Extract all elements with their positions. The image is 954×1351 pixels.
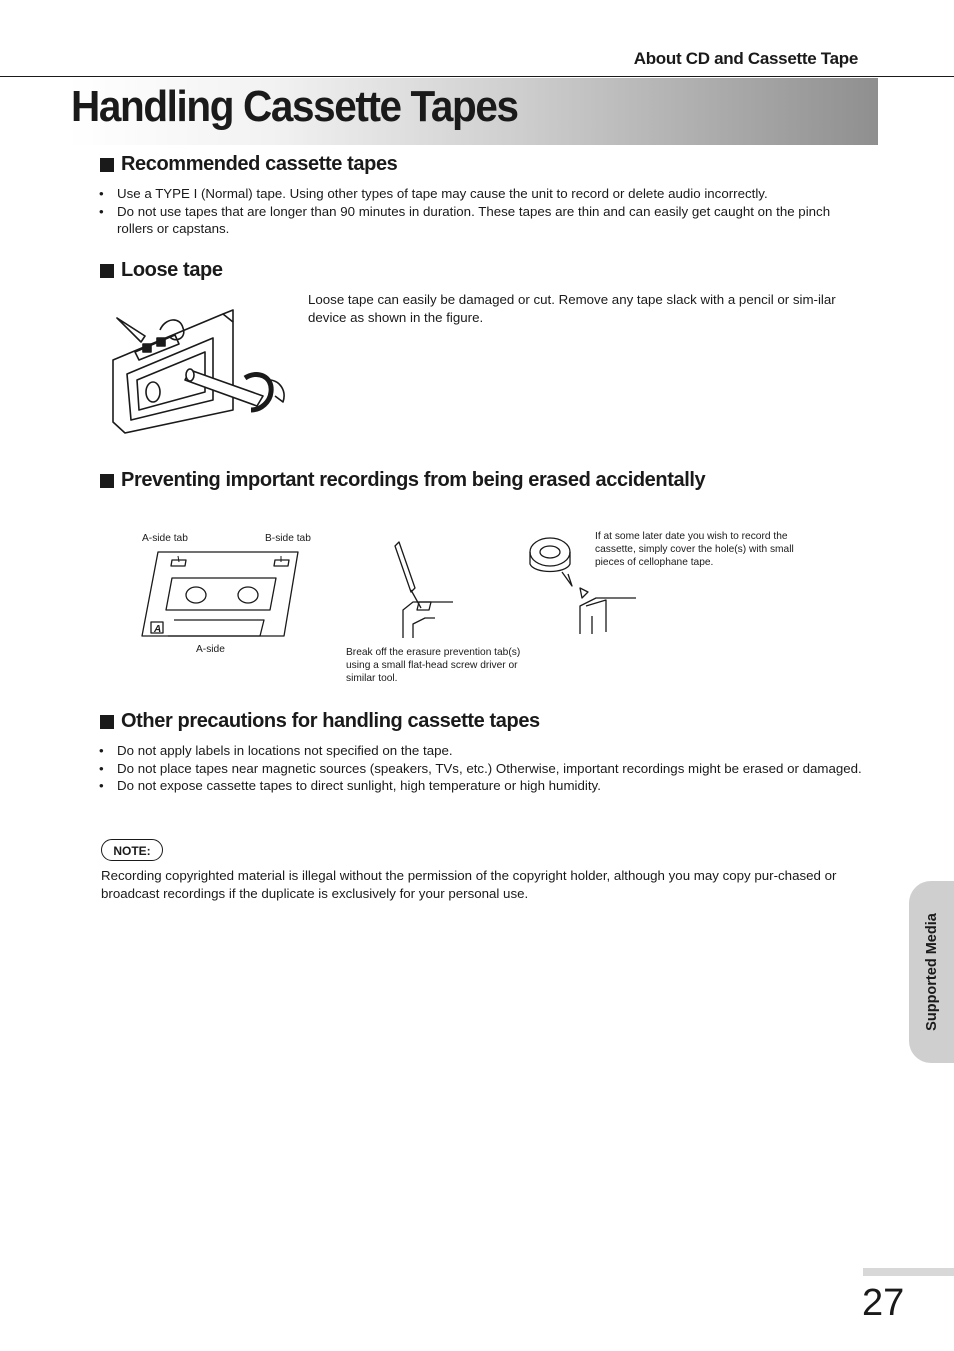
screwdriver-illustration: [385, 540, 460, 640]
note-badge: NOTE:: [101, 839, 163, 861]
caption-break-tab: Break off the erasure prevention tab(s) using a small flat-head screw driver or similar tool.: [346, 647, 521, 684]
note-text: Recording copyrighted material is illegal without the permission of the copyright holder, although you may copy pur-chased or broadcast recordings if the duplicate is exclusively for your personal use.: [101, 868, 837, 901]
list-item: • Do not apply labels in locations not specified on the tape.: [99, 742, 869, 760]
section-heading-text: Preventing important recordings from being erased accidentally: [121, 469, 706, 491]
section-marker-icon: [100, 158, 114, 172]
section-heading-recommended: [100, 153, 397, 176]
section-heading-loose-tape: [100, 259, 223, 282]
label-a-side-tab: A-side tab: [142, 533, 188, 544]
list-item: • Do not place tapes near magnetic sources (speakers, TVs, etc.) Otherwise, important recordings might be erased or damaged.: [99, 760, 869, 778]
page-number: 27: [862, 1282, 905, 1324]
label-b-side-tab: B-side tab: [265, 533, 311, 544]
section-marker-icon: [100, 264, 114, 278]
caption-cover-hole: If at some later date you wish to record the cassette, simply cover the hole(s) with small pieces of cellophane tape.: [595, 531, 794, 568]
cassette-front-illustration: [138, 548, 303, 644]
cassette-pencil-illustration: [105, 300, 295, 440]
other-precautions-list: [99, 742, 869, 795]
side-tab-text: Supported Media: [923, 913, 940, 1031]
list-item: • Use a TYPE I (Normal) tape. Using other types of tape may cause the unit to record or delete audio incorrectly.: [99, 185, 869, 203]
section-heading-preventing: [100, 469, 705, 492]
header-rule: [0, 76, 954, 77]
list-item: • Do not use tapes that are longer than 90 minutes in duration. These tapes are thin and can easily get caught on the pinch rollers or capstans.: [99, 203, 869, 238]
list-item: • Do not expose cassette tapes to direct sunlight, high temperature or high humidity.: [99, 777, 869, 795]
cassette-letter: A: [154, 624, 162, 635]
loose-tape-text: Loose tape can easily be damaged or cut. Remove any tape slack with a pencil or sim-ilar device as shown in the figure.: [308, 292, 836, 325]
section-heading-text: Loose tape: [121, 259, 223, 281]
section-marker-icon: [100, 715, 114, 729]
label-a-side: A-side: [196, 644, 225, 655]
side-tab-label: [909, 881, 954, 1063]
section-marker-icon: [100, 474, 114, 488]
running-header: About CD and Cassette Tape: [633, 49, 858, 68]
section-heading-text: Other precautions for handling cassette tapes: [121, 710, 540, 732]
section-heading-text: Recommended cassette tapes: [121, 153, 398, 175]
recommended-list: [99, 185, 869, 238]
section-heading-other-precautions: [100, 710, 540, 733]
page-number-bar: [863, 1268, 954, 1276]
page-title: Handling Cassette Tapes: [71, 82, 518, 131]
